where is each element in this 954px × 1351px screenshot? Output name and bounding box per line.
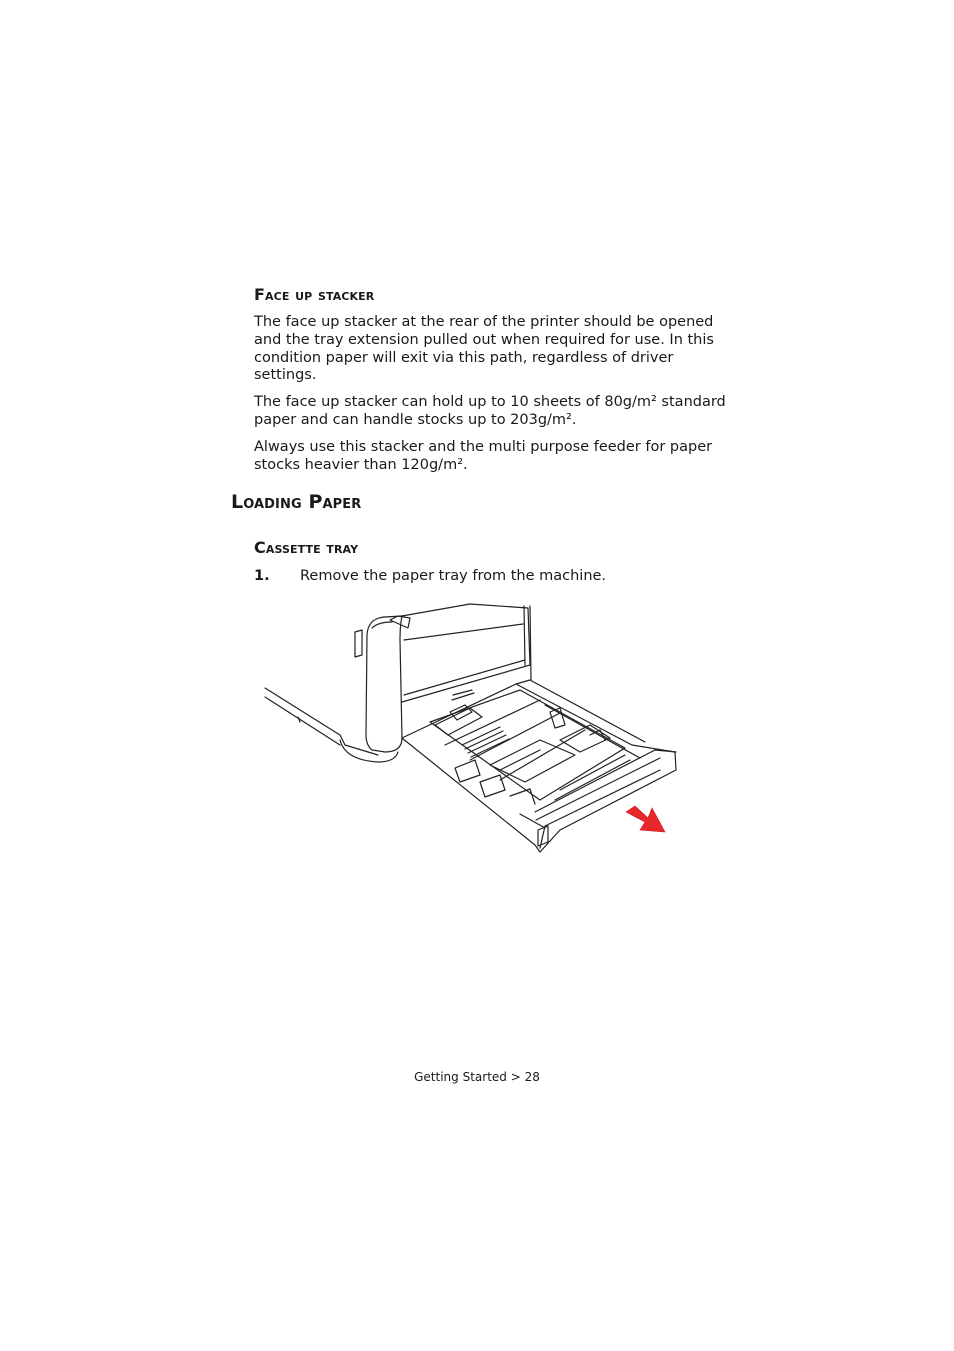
step-text: Remove the paper tray from the machine. [300,568,607,584]
step-number: 1. [254,568,270,584]
pull-direction-arrow-icon [626,806,665,832]
page-footer: Getting Started > 28 [414,1070,540,1084]
cassette-tray-illustration [255,600,680,860]
face-up-paragraph-1: The face up stacker at the rear of the printer should be opened and the tray extension pulled out when required for use. In this condition paper will exit via this path, regardless of driver settings. [254,314,714,384]
cassette-tray-heading: Cassette tray [254,538,359,557]
face-up-paragraph-2: The face up stacker can hold up to 10 sheets of 80g/m² standard paper and can handle stocks up to 203g/m². [254,394,726,428]
loading-paper-heading: Loading Paper [231,491,362,513]
face-up-stacker-heading: Face up stacker [254,285,375,304]
face-up-paragraph-3: Always use this stacker and the multi purpose feeder for paper stocks heavier than 120g/m². [254,439,713,473]
